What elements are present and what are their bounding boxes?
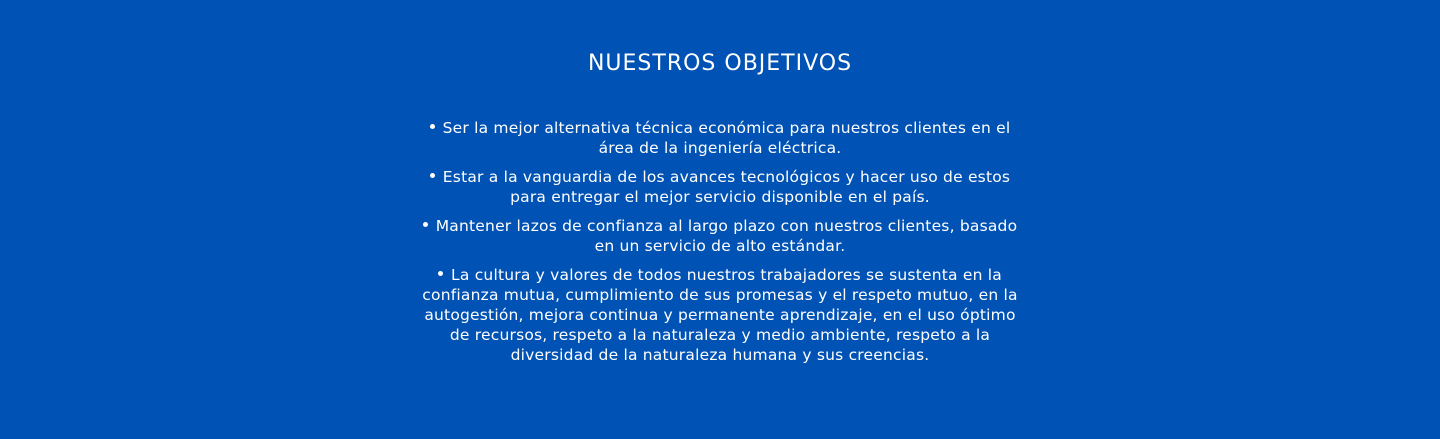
bullet-icon	[438, 271, 443, 276]
list-item	[420, 265, 1020, 365]
bullet-icon	[430, 173, 435, 178]
bullet-icon	[430, 124, 435, 129]
objective-text: Mantener lazos de confianza al largo plazo con nuestros clientes, basado en un servicio de alto estándar.	[435, 217, 1018, 255]
objective-text: Ser la mejor alternativa técnica económica para nuestros clientes en el área de la ingeniería eléctrica.	[442, 119, 1011, 157]
section-title: NUESTROS OBJETIVOS	[587, 51, 853, 76]
bullet-icon	[423, 222, 428, 227]
list-item	[420, 118, 1020, 158]
objective-text: La cultura y valores de todos nuestros trabajadores se sustenta en la confianza mutua, cumplimiento de sus promesas y el respeto mutuo, en la autogestión, mejora continua y permanente aprendizaje, en el uso óptimo de recursos, respeto a la naturaleza y medio ambiente, respeto a la diversidad de la naturaleza humana y sus creencias.	[422, 266, 1018, 364]
list-item	[420, 216, 1020, 256]
list-item	[420, 167, 1020, 207]
objective-text: Estar a la vanguardia de los avances tecnológicos y hacer uso de estos para entregar el mejor servicio disponible en el país.	[442, 168, 1011, 206]
objectives-list	[420, 118, 1020, 374]
